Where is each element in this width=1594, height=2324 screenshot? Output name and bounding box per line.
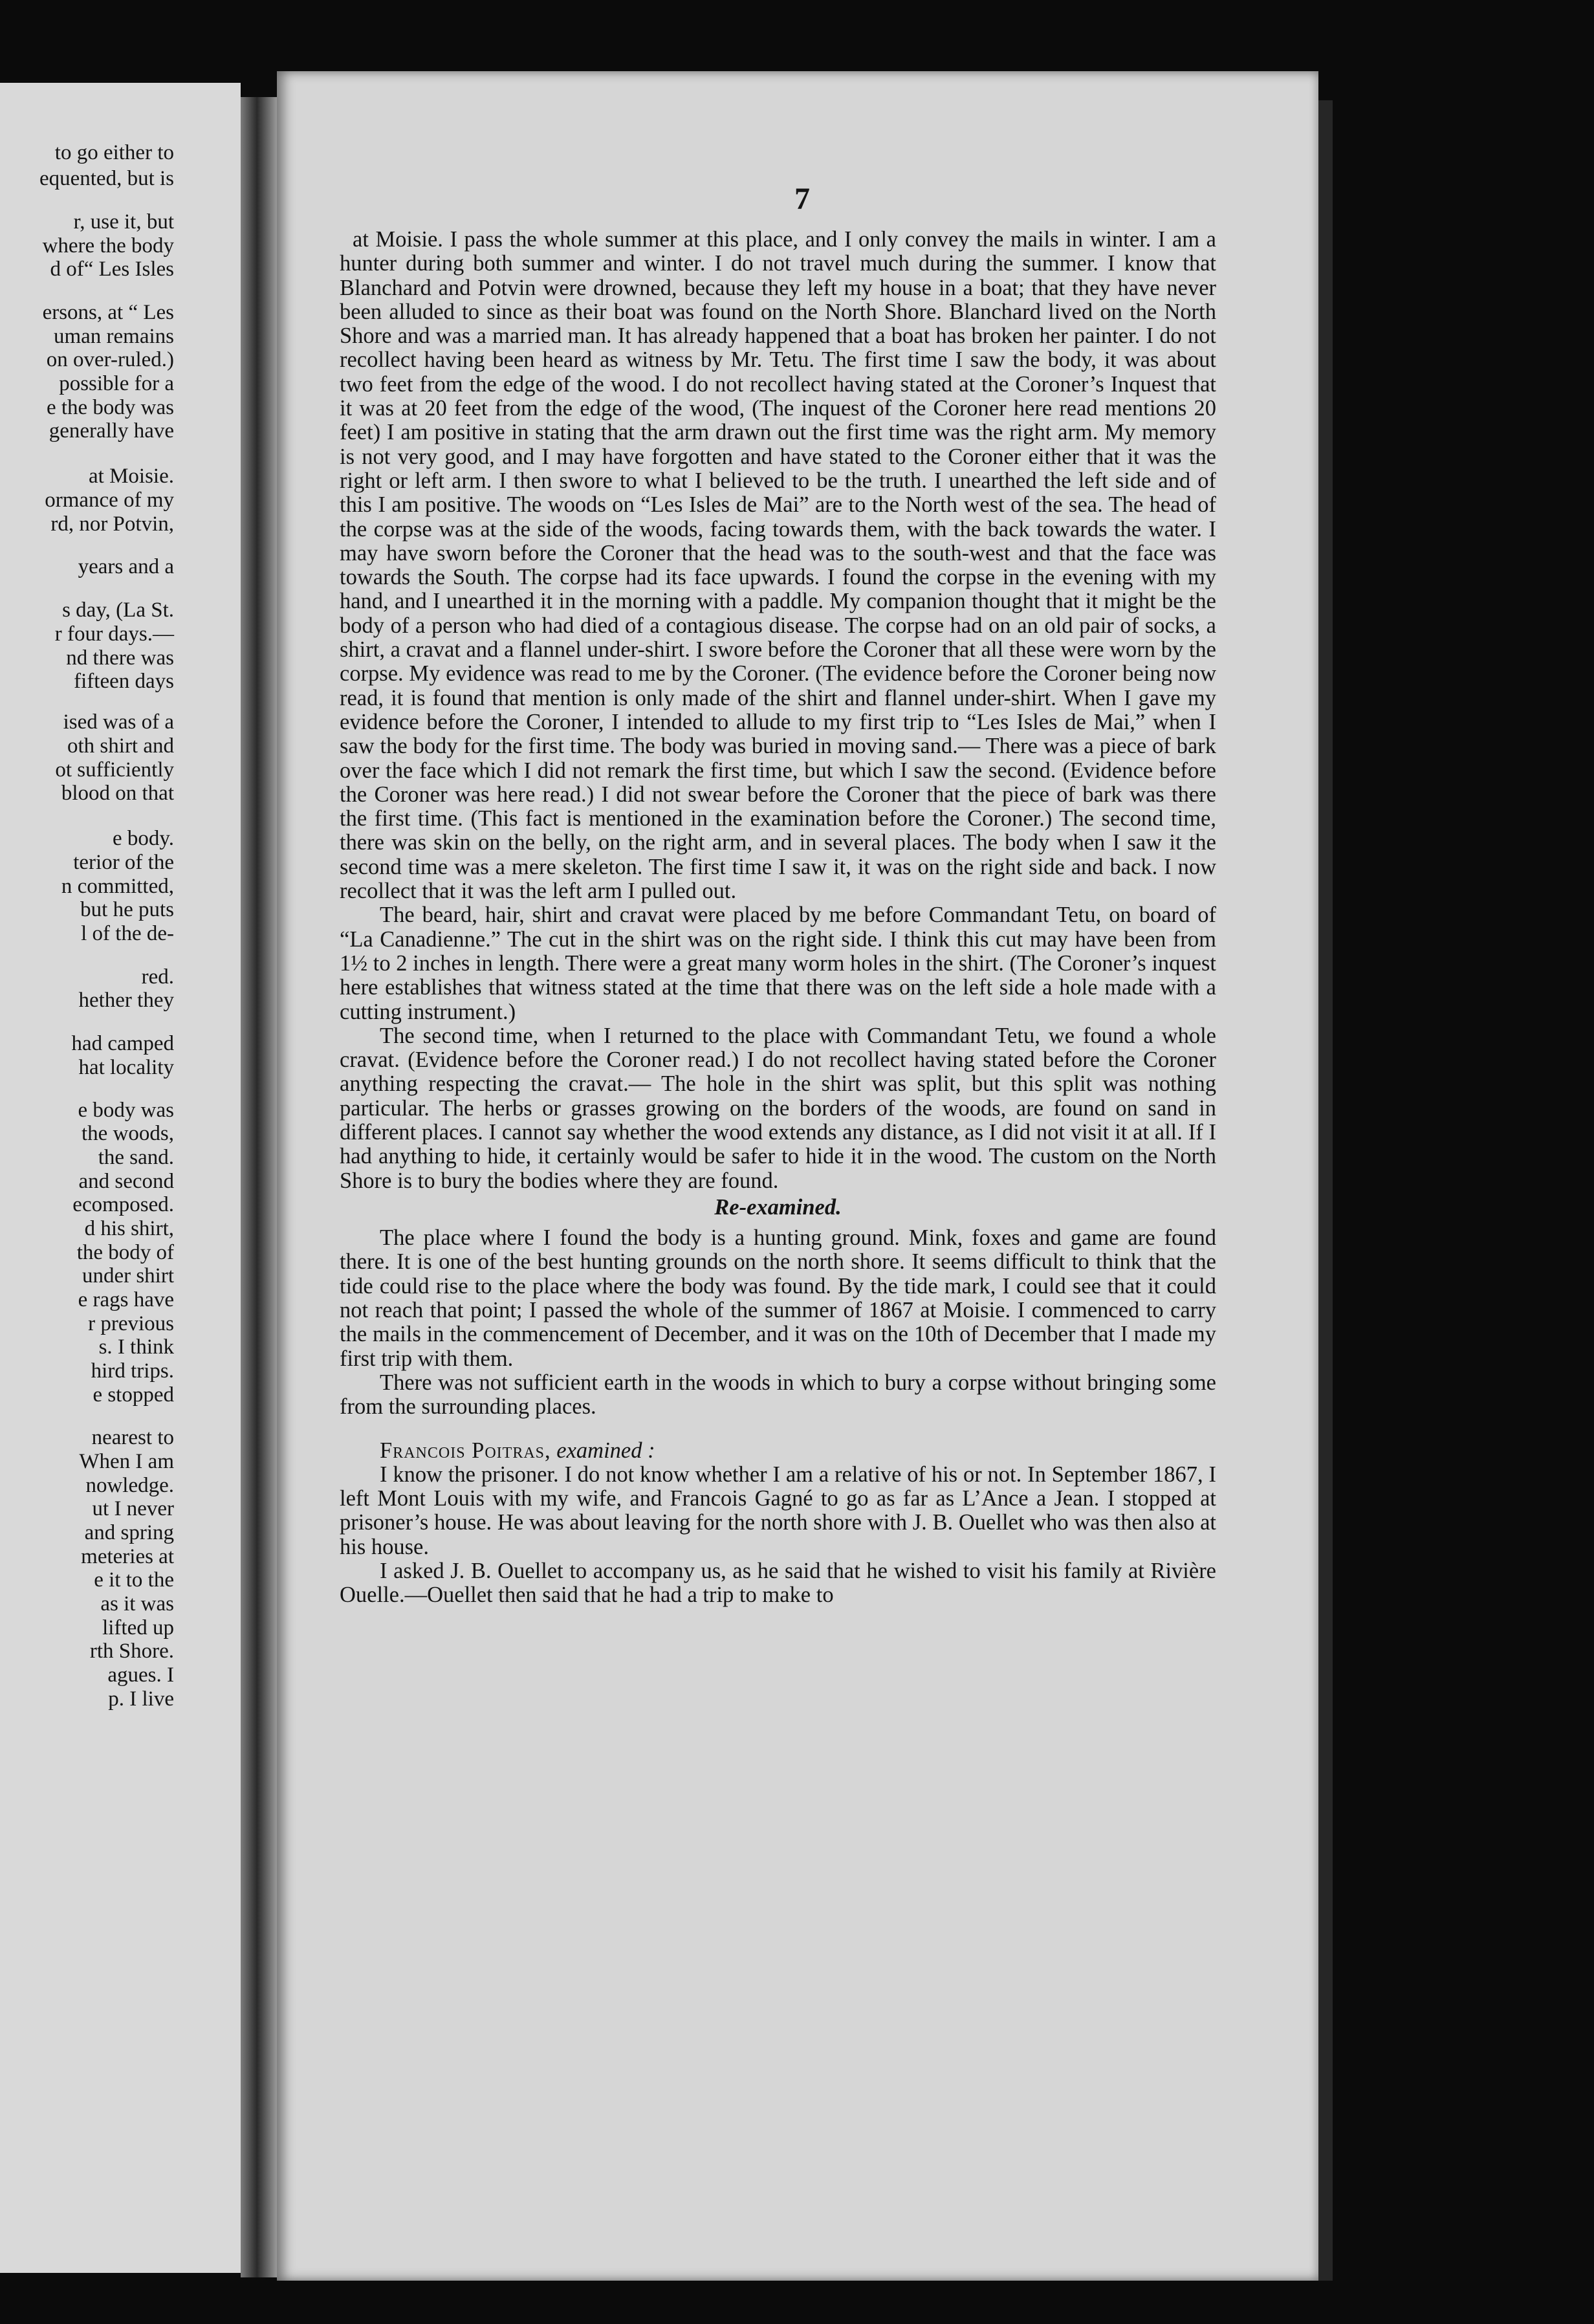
left-page-line: under shirt xyxy=(82,1264,174,1288)
left-page-line: had camped xyxy=(71,1032,174,1055)
left-page-line: r four days.— xyxy=(54,622,174,646)
left-page-line: lifted up xyxy=(102,1616,174,1639)
left-page-line: possible for a xyxy=(59,372,174,395)
left-page-line: nowledge. xyxy=(85,1474,174,1497)
left-page-line: the sand. xyxy=(98,1146,174,1169)
left-page-line: equented, but is xyxy=(39,167,174,190)
left-page-line: ormance of my xyxy=(45,488,174,512)
left-page-line: terior of the xyxy=(73,851,174,874)
body-paragraph: I know the prisoner. I do not know whether I am a relative of his or not. In September 1867, I left Mont Louis with my wife, and Francois Gagné to go as far as L’Ance a Jean. I stopped at prisoner’s house. He was about leaving for the north shore with J. B. Ouellet who was then also at his house. xyxy=(340,1462,1216,1559)
left-page-line: l of the de- xyxy=(81,922,174,945)
text-column xyxy=(340,228,1216,1608)
left-page-line: ot sufficiently xyxy=(55,758,174,782)
left-page-line: at Moisie. xyxy=(89,465,174,488)
left-page-line: uman remains xyxy=(53,325,174,348)
left-page-line: and second xyxy=(78,1170,174,1193)
left-page-line: s. I think xyxy=(98,1335,174,1359)
left-page-line: ut I never xyxy=(92,1497,174,1520)
left-page-line: fifteen days xyxy=(74,670,174,693)
left-page-line: s day, (La St. xyxy=(62,598,174,622)
witness-name: Francois Poitras, xyxy=(380,1438,551,1463)
left-page-line: r, use it, but xyxy=(73,210,174,234)
witness-label: examined : xyxy=(556,1438,655,1463)
left-page-line: e it to the xyxy=(94,1568,174,1592)
left-page-line: oth shirt and xyxy=(67,734,174,758)
left-page-line: on over-ruled.) xyxy=(46,348,174,371)
binding-gutter xyxy=(241,97,277,2277)
left-page-line: n committed, xyxy=(61,875,174,898)
left-page-line: p. I live xyxy=(108,1687,174,1711)
left-page-line: e body. xyxy=(112,827,174,850)
left-page-line: rth Shore. xyxy=(89,1639,174,1663)
left-page-line: and spring xyxy=(84,1521,174,1544)
left-page-line: hether they xyxy=(78,989,174,1012)
left-page-line: d his shirt, xyxy=(84,1217,174,1240)
left-page-line: meteries at xyxy=(81,1545,174,1568)
left-page-line: where the body xyxy=(42,234,174,258)
witness-heading xyxy=(340,1439,1216,1463)
left-page-line: hird trips. xyxy=(91,1359,174,1383)
left-page-line: ised was of a xyxy=(63,710,174,734)
left-page-line: years and a xyxy=(78,555,174,578)
left-page-line: as it was xyxy=(100,1592,174,1616)
body-paragraph: at Moisie. I pass the whole summer at this place, and I only convey the mails in winter. I am a hunter during both summer and winter. I do not travel much during the summer. I know that Blanchard and Potvin were drowned, because they left my house in a boat; that they have never been alluded to since as their boat was found on the North Shore. Blanchard lived on the North Shore and was a married man. It has already happened that a boat has broken her painter. I do not recollect having been heard as witness by Mr. Tetu. The first time I saw the body, it was about two feet from the edge of the wood. I do not recollect having stated at the Coroner’s Inquest that it was at 20 feet from the edge of the wood, (The inquest of the Coroner here read mentions 20 feet) I am positive in stating that the arm drawn out the first time was the right arm. My memory is not very good, and I may have forgotten and have stated to the Coroner either that it was the right or left arm. I then swore to what I believed to be the truth. I unearthed the left side and of this I am positive. The woods on “Les Isles de Mai” are to the North west of the sea. The head of the corpse was at the side of the woods, facing towards them, with the back towards the water. I may have sworn before the Coroner that the head was to the south-west and that the face was towards the South. The corpse had its face upwards. I found the corpse in the evening with my hand, and I unearthed it in the morning with a paddle. My companion thought that it might be the body of a person who had died of a contagious disease. The corpse had on an old pair of socks, a shirt, a cravat and a flannel under-shirt. I swore before the Coroner that all these were worn by the corpse. My evidence was read to me by the Coroner. (The evidence before the Coroner being now read, it is found that mention is only made of the shirt and flannel under-shirt. When I gave my evidence before the Coroner, I intended to allude to my first trip to “Les Isles de Mai,” when I saw the body for the first time. The body was buried in moving sand.— There was a piece of bark over the face which I did not remark the first time, but which I saw the second. (Evidence before the Coroner was here read.) I did not swear before the Coroner that the piece of bark was there the first time. (This fact is mentioned in the examination before the Coroner.) The second time, there was skin on the belly, on the right arm, and in several places. The body when I saw it the second time was a mere skeleton. The first time I saw it, it was on the right side and back. I now recollect that it was the left arm I pulled out. xyxy=(340,227,1216,904)
left-page-line: d of“ Les Isles xyxy=(50,258,174,281)
section-heading: Re-examined. xyxy=(714,1194,842,1220)
left-page-line: nd there was xyxy=(66,646,174,670)
left-page-line: e body was xyxy=(78,1099,174,1122)
body-paragraph: There was not sufficient earth in the woods in which to bury a corpse without bringing some from the surrounding places. xyxy=(340,1370,1216,1420)
left-page-line: r previous xyxy=(88,1312,174,1335)
left-page-line: the body of xyxy=(76,1241,174,1264)
left-page-line: ecomposed. xyxy=(72,1193,174,1216)
left-page-line: When I am xyxy=(79,1450,174,1473)
page-number: 7 xyxy=(794,182,810,216)
left-page-line: nearest to xyxy=(91,1426,174,1449)
body-paragraph: I asked J. B. Ouellet to accompany us, as he said that he wished to visit his family at Rivière Ouelle.—Ouellet then said that he had a trip to make to xyxy=(340,1559,1216,1608)
page-edge-shadow xyxy=(1318,100,1333,2281)
left-page-line: the woods, xyxy=(82,1122,174,1145)
left-page-line: e rags have xyxy=(78,1288,174,1311)
left-page-fragment xyxy=(0,83,241,2273)
left-page-line: ersons, at “ Les xyxy=(42,301,174,324)
left-page-line: hat locality xyxy=(78,1056,174,1079)
body-paragraph: The beard, hair, shirt and cravat were placed by me before Commandant Tetu, on board of “La Canadienne.” The cut in the shirt was on the right side. I think this cut may have been from 1½ to 2 inches in length. There were a great many worm holes in the shirt. (The Coroner’s inquest here establishes that witness stated at the time that there was on the left side a hole made with a cutting instrument.) xyxy=(340,903,1216,1024)
body-paragraph: The second time, when I returned to the place with Commandant Tetu, we found a whole cravat. (Evidence before the Coroner read.) I do not recollect having stated before the Coroner anything respecting the cravat.— The hole in the shirt was split, but this split was nothing particular. The herbs or grasses growing on the borders of the woods, are found on sand in different places. I cannot say whether the wood extends any distance, as I did not visit it at all. If I had anything to hide, it certainly would be safer to hide it in the wood. The custom on the North Shore is to bury the bodies where they are found. xyxy=(340,1023,1216,1193)
body-paragraph: The place where I found the body is a hunting ground. Mink, foxes and game are found there. It is one of the best hunting grounds on the north shore. It seems difficult to think that the tide could rise to the place where the body was found. By the tide mark, I could see that it could not reach that point; I passed the whole of the summer of 1867 at Moisie. I commenced to carry the mails in the commencement of December, and it was on the 10th of December that I made my first trip with them. xyxy=(340,1225,1216,1371)
left-page-line: generally have xyxy=(49,419,174,443)
left-page-line: blood on that xyxy=(61,782,174,805)
left-page-line: red. xyxy=(141,965,174,989)
left-page-line: agues. I xyxy=(107,1663,174,1687)
left-page-line: but he puts xyxy=(80,898,174,921)
left-page-line: e the body was xyxy=(46,396,174,419)
left-page-line: to go either to xyxy=(54,141,174,164)
left-page-line: rd, nor Potvin, xyxy=(50,512,174,536)
left-page-line: e stopped xyxy=(93,1383,174,1407)
